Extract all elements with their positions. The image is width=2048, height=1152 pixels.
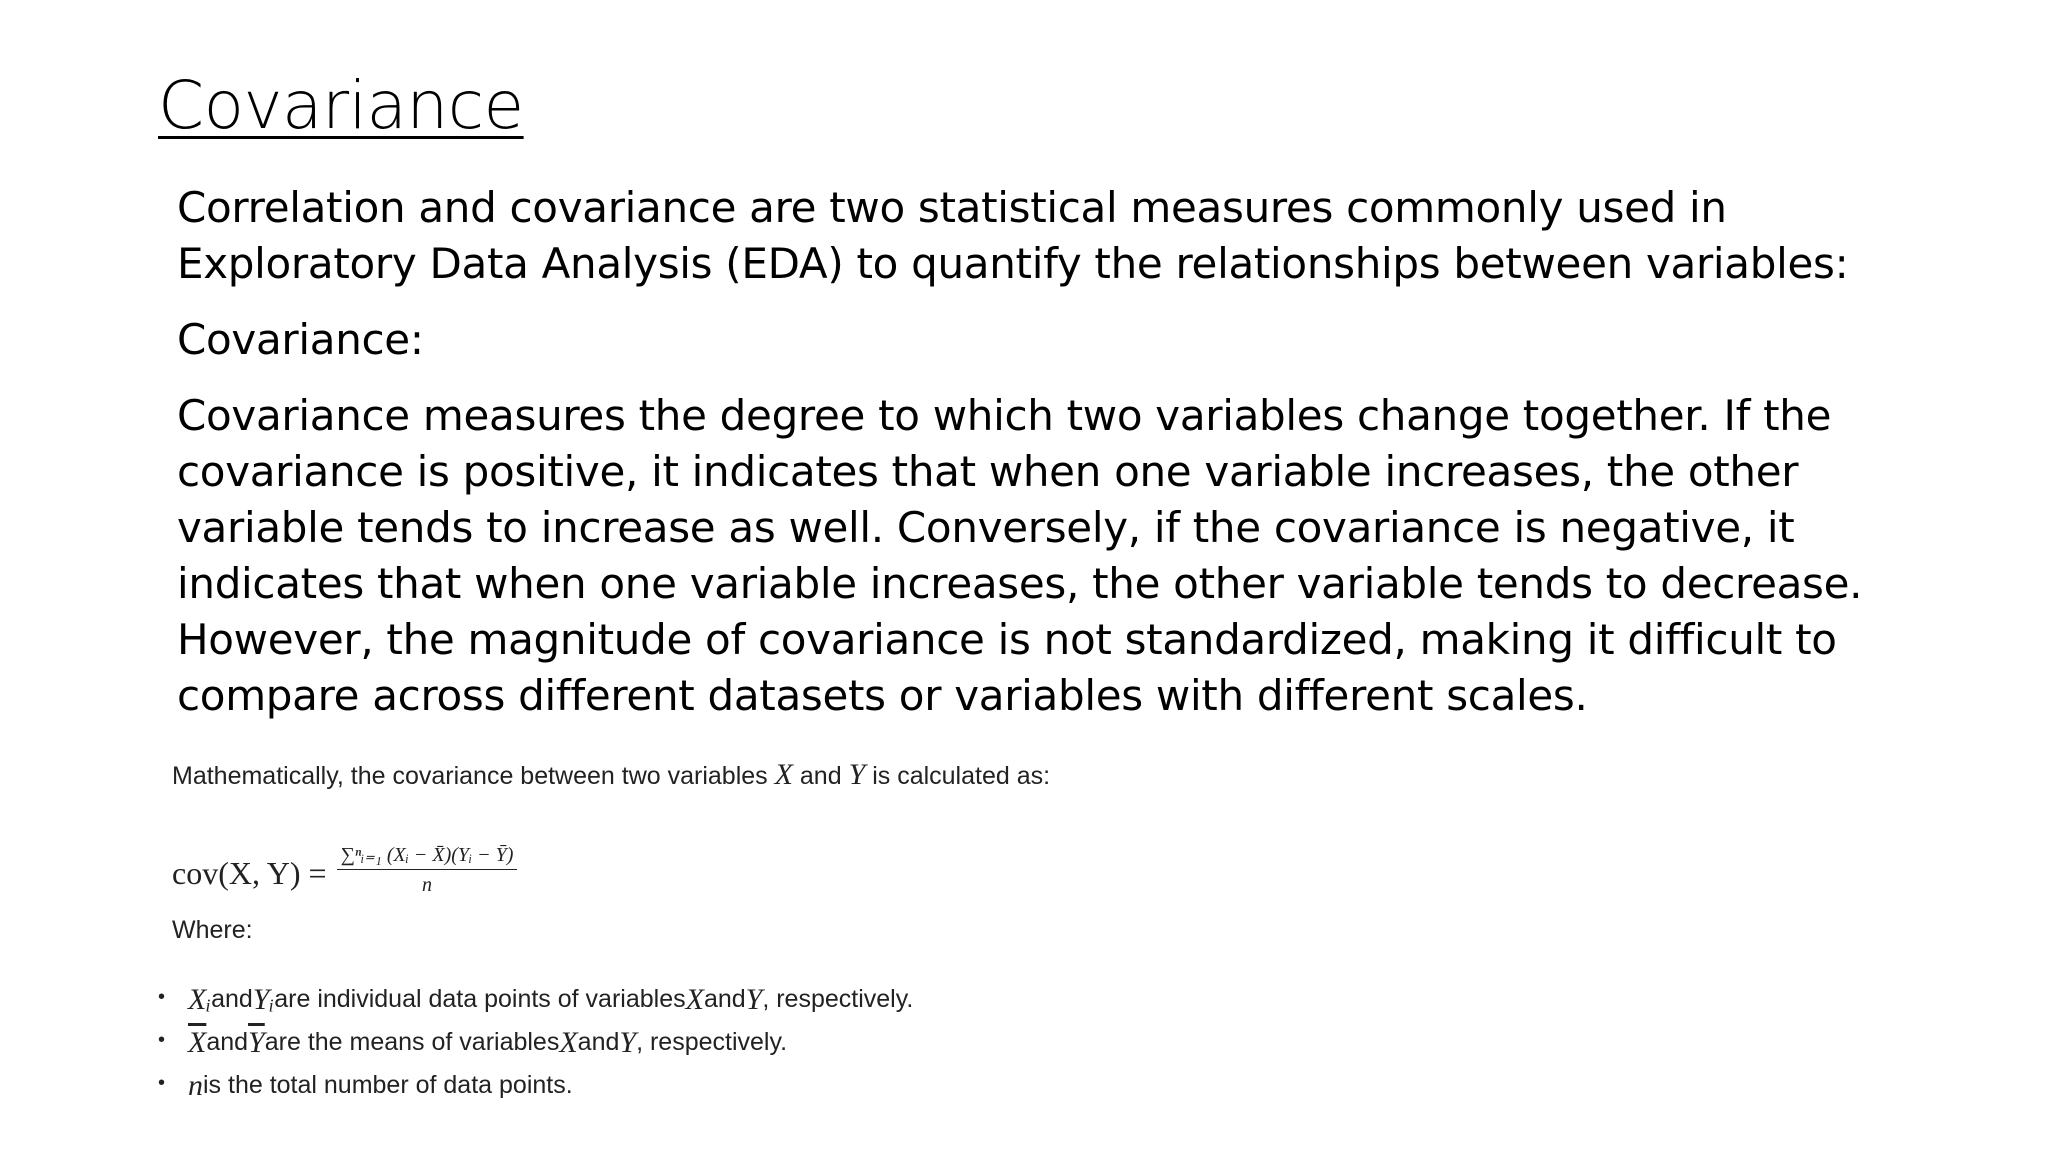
- slide-title: Covariance: [158, 67, 524, 144]
- covariance-heading: Covariance:: [177, 315, 424, 364]
- bullet-text: is the total number of data points.: [203, 1071, 573, 1099]
- list-item: [158, 1021, 913, 1064]
- covariance-description: Covariance measures the degree to which two variables change together. If the covariance is positive, it indicates that when one variable increases, the other variable tends to increase as well. Conversely, if the covariance is negative, it indicates that when one variable increases, the other variable tends to decrease. However, the magnitude of covariance is not standardized, making it difficult to compare across different datasets or variables with different scales.: [177, 391, 1863, 720]
- var-x: X: [774, 758, 793, 791]
- bullet-icon: •: [158, 1029, 166, 1051]
- bullet-var-2: Y: [619, 1025, 637, 1059]
- bullet-tail: , respectively.: [762, 985, 914, 1013]
- bullet-text: are the means of variables: [264, 1028, 560, 1056]
- bullet-lead-var-2: Yᵢ: [252, 982, 275, 1016]
- bullet-and: and: [703, 985, 746, 1013]
- bullet-text: are individual data points of variables: [274, 985, 686, 1013]
- bullet-and: and: [577, 1028, 620, 1056]
- bullet-mid: and: [206, 1028, 249, 1056]
- definition-list: [158, 978, 913, 1107]
- bullet-var-1: X: [559, 1025, 578, 1059]
- formula-fraction: [337, 842, 518, 897]
- bullet-var-1: X: [685, 982, 704, 1016]
- formula-denominator: n: [422, 873, 433, 896]
- bullet-lead-var-2: $\overline{Y}$: [248, 1025, 265, 1059]
- var-y: Y: [848, 758, 866, 791]
- bullet-lead-var: n: [188, 1068, 203, 1102]
- bullet-tail: , respectively.: [636, 1028, 788, 1056]
- list-item: [158, 978, 913, 1021]
- bullet-var-2: Y: [745, 982, 763, 1016]
- bullet-mid: and: [211, 985, 253, 1013]
- list-item: [158, 1064, 913, 1107]
- formula-lhs: cov(X, Y) =: [172, 854, 327, 891]
- bullet-lead-var: $\overline{X}$: [188, 1025, 207, 1059]
- bullet-icon: •: [158, 986, 166, 1008]
- covariance-formula: [172, 828, 517, 918]
- math-intro-and: and: [792, 762, 849, 790]
- intro-paragraph: Correlation and covariance are two statistical measures commonly used in Exploratory Data Analysis (EDA) to quantify the relationships between variables:: [177, 183, 1849, 288]
- formula-numerator: ∑ⁿᵢ₌₁ (Xᵢ − X̄)(Yᵢ − Ȳ): [337, 842, 518, 870]
- math-intro-prefix: Mathematically, the covariance between two variables: [172, 762, 775, 790]
- math-intro-suffix: is calculated as:: [865, 762, 1051, 790]
- bullet-lead-var: Xᵢ: [188, 982, 212, 1016]
- bullet-icon: •: [158, 1072, 166, 1094]
- where-label: Where:: [172, 916, 253, 944]
- math-intro-line: [172, 758, 1050, 792]
- slide-body: [177, 180, 1897, 744]
